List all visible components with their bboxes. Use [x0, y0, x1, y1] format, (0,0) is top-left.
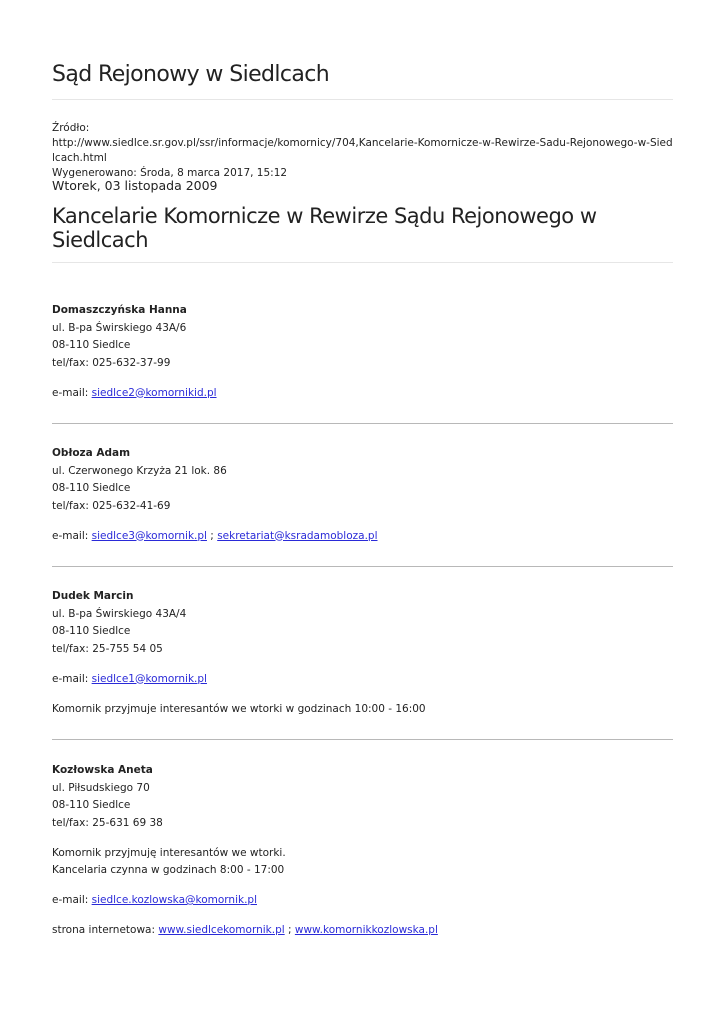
email-link[interactable]: siedlce.kozlowska@komornik.pl	[91, 894, 257, 906]
bailiff-name: Kozłowska Aneta	[52, 764, 153, 776]
postal-city: 08-110 Siedlce	[52, 799, 131, 811]
email-line	[52, 385, 673, 403]
entry-divider	[52, 566, 673, 567]
email-link[interactable]: siedlce2@komornikid.pl	[91, 386, 217, 399]
email-line	[52, 671, 673, 689]
bailiff-name: Domaszczyńska Hanna	[52, 304, 187, 316]
doc-title-divider	[52, 262, 673, 263]
bailiff-name: Obłoza Adam	[52, 447, 131, 459]
entry-divider	[52, 739, 673, 740]
phone-fax: tel/fax: 25-631 69 38	[52, 816, 163, 829]
phone-fax: tel/fax: 25-755 54 05	[52, 642, 163, 655]
source-label: Źródło:	[52, 122, 90, 134]
street-address: ul. Czerwonego Krzyża 21 lok. 86	[52, 464, 227, 477]
website-line	[52, 922, 673, 940]
email-line	[52, 528, 673, 546]
email-label: e-mail:	[52, 529, 92, 542]
postal-city: 08-110 Siedlce	[52, 482, 131, 494]
source-url: http://www.siedlce.sr.gov.pl/ssr/informacje/komornicy/704,Kancelarie-Komornicze-w-Rewirze-Sadu-Rejonowego-w-Siedlcach.html	[52, 137, 673, 164]
bailiff-name: Dudek Marcin	[52, 590, 134, 602]
title-divider	[52, 99, 673, 100]
publication-date: Wtorek, 03 listopada 2009	[52, 178, 218, 193]
phone-fax: tel/fax: 025-632-41-69	[52, 499, 171, 512]
street-address: ul. B-pa Świrskiego 43A/4	[52, 607, 187, 620]
generated-timestamp: Wygenerowano: Środa, 8 marca 2017, 15:12	[52, 167, 288, 179]
street-address: ul. B-pa Świrskiego 43A/6	[52, 321, 187, 334]
email-link[interactable]: siedlce3@komornik.pl	[91, 529, 207, 542]
website-label: strona internetowa:	[52, 924, 159, 936]
office-hours-note: Kancelaria czynna w godzinach 8:00 - 17:00	[52, 864, 285, 876]
separator: ;	[284, 924, 295, 936]
postal-city: 08-110 Siedlce	[52, 339, 131, 351]
source-meta	[52, 121, 673, 181]
website-link[interactable]: www.siedlcekomornik.pl	[158, 924, 285, 936]
entry-divider	[52, 423, 673, 424]
website-link-secondary[interactable]: www.komornikkozlowska.pl	[294, 924, 438, 936]
email-label: e-mail:	[52, 386, 92, 399]
street-address: ul. Piłsudskiego 70	[52, 781, 150, 794]
document-title: Kancelarie Komornicze w Rewirze Sądu Rejonowego w Siedlcach	[52, 204, 597, 252]
bailiff-entry	[52, 302, 673, 402]
bailiff-entry	[52, 445, 673, 545]
phone-fax: tel/fax: 025-632-37-99	[52, 356, 171, 369]
postal-city: 08-110 Siedlce	[52, 625, 131, 637]
office-hours-note: Komornik przyjmuje interesantów we wtorki w godzinach 10:00 - 16:00	[52, 702, 426, 715]
email-link[interactable]: siedlce1@komornik.pl	[91, 672, 207, 685]
email-label: e-mail:	[52, 672, 92, 685]
separator: ;	[206, 529, 218, 542]
email-label: e-mail:	[52, 894, 92, 906]
email-line	[52, 892, 673, 910]
office-hours-note: Komornik przyjmuję interesantów we wtorki.	[52, 846, 286, 859]
bailiff-entry	[52, 588, 673, 718]
site-title: Sąd Rejonowy w Siedlcach	[52, 62, 330, 87]
bailiff-entry	[52, 762, 673, 940]
email-link-secondary[interactable]: sekretariat@ksradamobloza.pl	[217, 529, 378, 542]
